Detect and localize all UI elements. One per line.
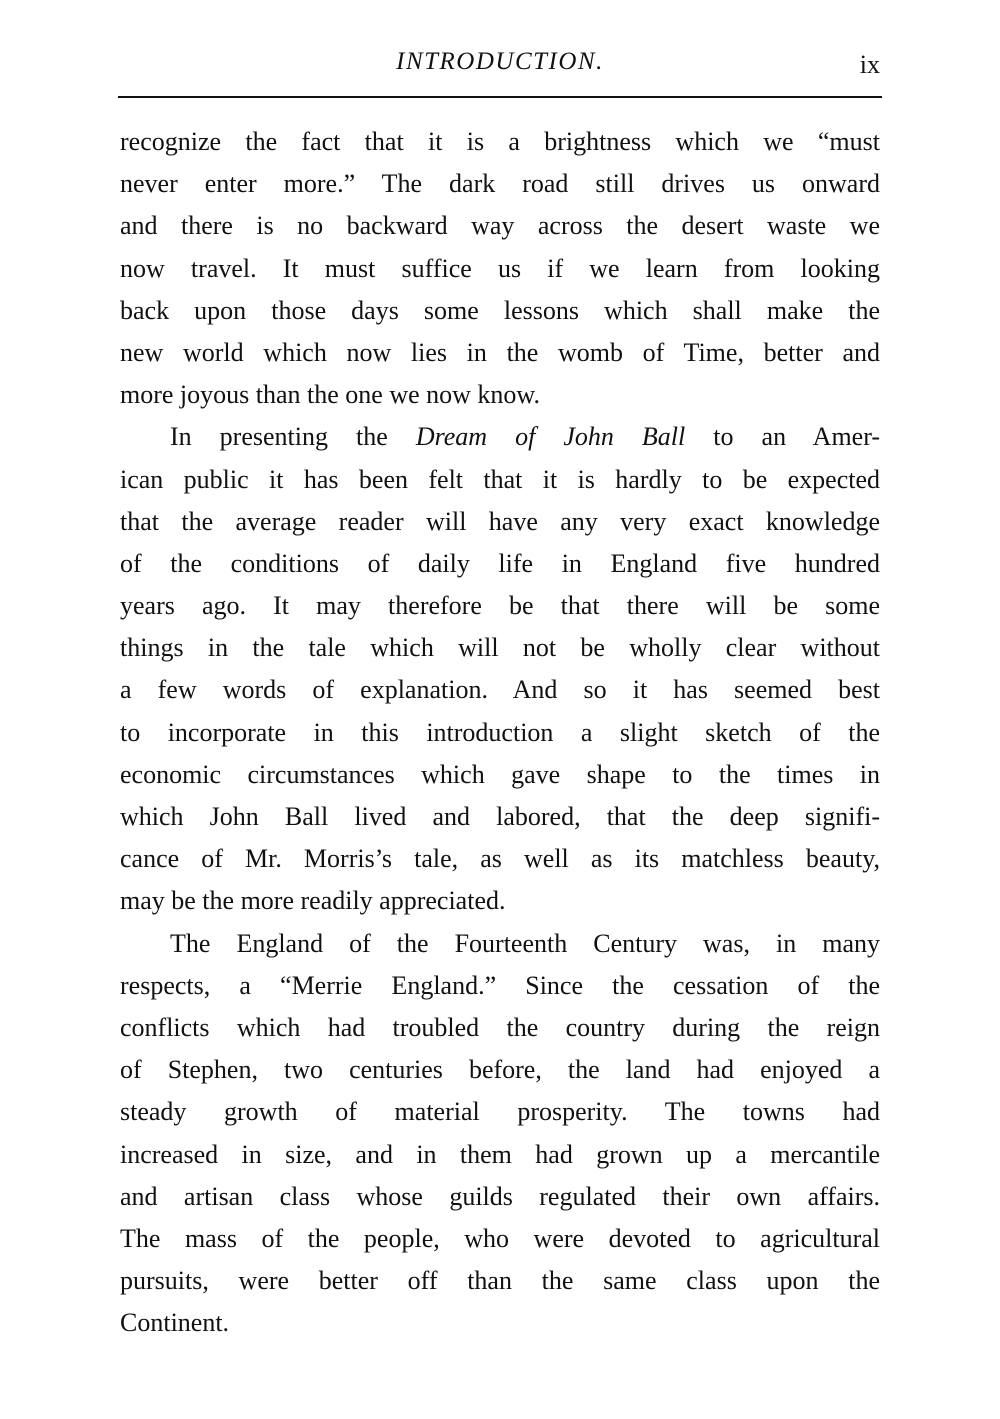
book-title: Dream of John Ball	[415, 422, 686, 452]
body-text	[120, 121, 880, 1344]
text-line: back upon those days some lessons which shall make the	[120, 295, 880, 325]
text-line: Continent.	[120, 1308, 230, 1338]
text-line: to incorporate in this introduction a slight sketch of the	[120, 717, 880, 747]
text-line: now travel. It must suffice us if we learn from looking	[120, 253, 880, 283]
text-line: recognize the fact that it is a brightness which we “must	[120, 127, 880, 156]
text-line	[120, 416, 880, 458]
text-line: which John Ball lived and labored, that the deep signifi-	[120, 802, 880, 831]
header-rule	[118, 96, 882, 98]
text-line: steady growth of material prosperity. The towns had	[120, 1097, 880, 1127]
paragraph-1	[120, 121, 880, 416]
paragraph-2	[120, 416, 880, 922]
text-line: increased in size, and in them had grown up a mercantile	[120, 1139, 880, 1169]
text-run: In presenting the	[170, 422, 416, 452]
page-header	[120, 48, 880, 84]
text-line: more joyous than the one we now know.	[120, 380, 541, 410]
text-line: of Stephen, two centuries before, the land had enjoyed a	[120, 1055, 880, 1085]
paragraph-3	[120, 923, 880, 1345]
text-line: may be the more readily appreciated.	[120, 886, 506, 916]
text-line: that the average reader will have any very exact knowledge	[120, 506, 880, 536]
text-line: and artisan class whose guilds regulated their own affairs.	[120, 1181, 880, 1211]
text-line: respects, a “Merrie England.” Since the cessation of the	[120, 970, 880, 1000]
running-title: INTRODUCTION.	[396, 48, 604, 75]
text-line: pursuits, were better off than the same class upon the	[120, 1266, 880, 1296]
text-line: ican public it has been felt that it is hardly to be expected	[120, 464, 880, 494]
text-line: and there is no backward way across the desert waste we	[120, 211, 880, 241]
text-line: The England of the Fourteenth Century was, in many	[170, 928, 880, 958]
text-line: economic circumstances which gave shape to the times in	[120, 759, 880, 789]
text-line: cance of Mr. Morris’s tale, as well as its matchless beauty,	[120, 844, 880, 874]
text-run: to an Amer-	[685, 422, 880, 452]
text-line: things in the tale which will not be wholly clear without	[120, 633, 880, 663]
text-line: conflicts which had troubled the country during the reign	[120, 1012, 880, 1042]
text-line: a few words of explanation. And so it has seemed best	[120, 675, 880, 705]
text-line: never enter more.” The dark road still drives us onward	[120, 169, 880, 199]
text-line: years ago. It may therefore be that there will be some	[120, 591, 880, 621]
text-line: new world which now lies in the womb of Time, better and	[120, 337, 880, 367]
text-line: The mass of the people, who were devoted to agricultural	[120, 1223, 880, 1253]
page-number: ix	[859, 50, 880, 79]
text-line: of the conditions of daily life in England five hundred	[120, 548, 880, 578]
